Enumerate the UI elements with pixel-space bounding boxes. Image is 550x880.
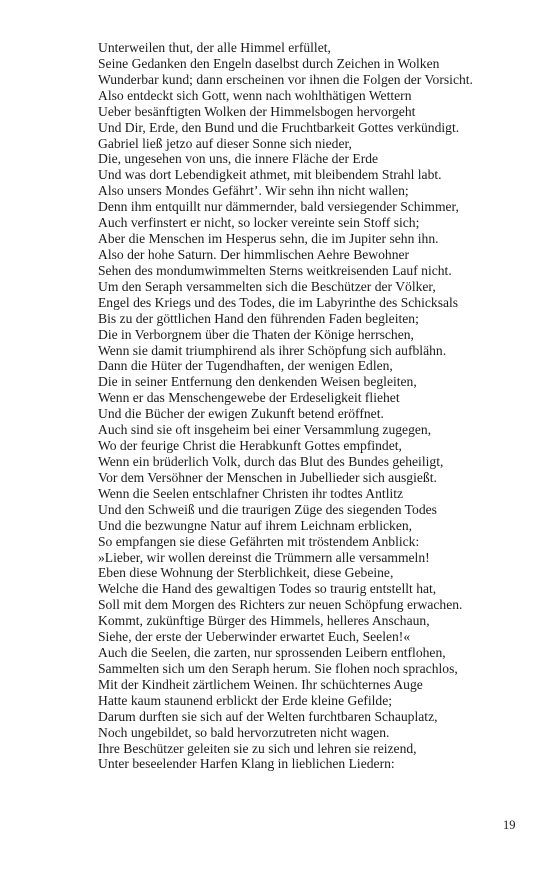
- poem-line: Bis zu der göttlichen Hand den führenden Faden begleiten;: [98, 310, 419, 326]
- poem-line: »Lieber, wir wollen dereinst die Trümmern alle versammeln!: [98, 549, 430, 565]
- poem-line: Also unsers Mondes Gefährt’. Wir sehn ihn nicht wallen;: [98, 183, 409, 199]
- poem-line: Seine Gedanken den Engeln daselbst durch Zeichen in Wolken: [98, 55, 440, 71]
- poem-line: Engel des Kriegs und des Todes, die im Labyrinthe des Schicksals: [98, 294, 459, 310]
- poem-line: Auch sind sie oft insgeheim bei einer Versammlung zugegen,: [98, 422, 432, 438]
- poem-line: Hatte kaum staunend erblickt der Erde kleine Gefilde;: [98, 692, 393, 708]
- poem-line: Sammelten sich um den Seraph herum. Sie flohen noch sprachlos,: [98, 660, 458, 676]
- poem-text-block: [98, 40, 538, 772]
- poem-line: Siehe, der erste der Ueberwinder erwartet Euch, Seelen!«: [98, 629, 411, 645]
- poem-line: Wenn ein brüderlich Volk, durch das Blut des Bundes geheiligt,: [98, 453, 444, 469]
- page-number: 19: [503, 818, 516, 832]
- poem-line: Kommt, zukünftige Bürger des Himmels, helleres Anschaun,: [98, 613, 430, 629]
- poem-line: So empfangen sie diese Gefährten mit tröstendem Anblick:: [98, 533, 420, 549]
- poem-line: Auch die Seelen, die zarten, nur sprossenden Leibern entflohen,: [98, 645, 446, 661]
- poem-line: Wenn sie damit triumphirend als ihrer Schöpfung sich aufblähn.: [98, 342, 447, 358]
- poem-line: Wenn die Seelen entschlafner Christen ihr todtes Antlitz: [98, 485, 404, 501]
- poem-line: Ihre Beschützer geleiten sie zu sich und lehren sie reizend,: [98, 740, 417, 756]
- poem-line: Wunderbar kund; dann erscheinen vor ihnen die Folgen der Vorsicht.: [98, 71, 473, 87]
- poem-line: Eben diese Wohnung der Sterblichkeit, diese Gebeine,: [98, 565, 394, 581]
- poem-line: Unterweilen thut, der alle Himmel erfüllet,: [98, 40, 331, 55]
- poem-line: Die, ungesehen von uns, die innere Fläche der Erde: [98, 151, 379, 167]
- poem-line: Wenn er das Menschengewebe der Erdeseligkeit fliehet: [98, 390, 400, 406]
- poem-line: Und Dir, Erde, den Bund und die Fruchtbarkeit Gottes verkündigt.: [98, 119, 460, 135]
- poem-line: Welche die Hand des gewaltigen Todes so traurig entstellt hat,: [98, 581, 437, 597]
- poem-line: Denn ihm entquillt nur dämmernder, bald versiegender Schimmer,: [98, 199, 459, 215]
- poem-line: Darum durften sie sich auf der Welten furchtbaren Schauplatz,: [98, 708, 438, 724]
- poem-line: Noch ungebildet, so bald hervorzutreten nicht wagen.: [98, 724, 390, 740]
- poem-line: Die in Verborgnem über die Thaten der Könige herrschen,: [98, 326, 414, 342]
- poem-line: Und die Bücher der ewigen Zukunft betend eröffnet.: [98, 406, 384, 422]
- poem-line: Soll mit dem Morgen des Richters zur neuen Schöpfung erwachen.: [98, 597, 463, 613]
- poem-line: Sehen des mondumwimmelten Sterns weitkreisenden Lauf nicht.: [98, 262, 452, 278]
- poem-line: Aber die Menschen im Hesperus sehn, die im Jupiter sehn ihn.: [98, 231, 439, 247]
- poem-line: Also der hohe Saturn. Der himmlischen Aehre Bewohner: [98, 246, 410, 262]
- poem-line: Vor dem Versöhner der Menschen in Jubellieder sich ausgießt.: [98, 469, 437, 485]
- poem-line: Unter beseelender Harfen Klang in lieblichen Liedern:: [98, 756, 395, 772]
- poem-line: Um den Seraph versammelten sich die Beschützer der Völker,: [98, 278, 436, 294]
- poem-line: Also entdeckt sich Gott, wenn nach wohlthätigen Wettern: [98, 87, 412, 103]
- poem-line: Und was dort Lebendigkeit athmet, mit bleibendem Strahl labt.: [98, 167, 442, 183]
- poem-line: Und die bezwungne Natur auf ihrem Leichnam erblicken,: [98, 517, 413, 533]
- poem-line: Dann die Hüter der Tugendhaften, der wenigen Edlen,: [98, 358, 393, 374]
- poem-line: Ueber besänftigten Wolken der Himmelsbogen hervorgeht: [98, 103, 416, 119]
- poem-line: Wo der feurige Christ die Herabkunft Gottes empfindet,: [98, 438, 402, 454]
- poem-line: Mit der Kindheit zärtlichem Weinen. Ihr schüchternes Auge: [98, 676, 423, 692]
- poem-line: Gabriel ließ jetzo auf dieser Sonne sich nieder,: [98, 135, 352, 151]
- poem-line: Und den Schweiß und die traurigen Züge des siegenden Todes: [98, 501, 437, 517]
- poem-line: Auch verfinstert er nicht, so locker vereinte sein Stoff sich;: [98, 215, 420, 231]
- poem-line: Die in seiner Entfernung den denkenden Weisen begleiten,: [98, 374, 417, 390]
